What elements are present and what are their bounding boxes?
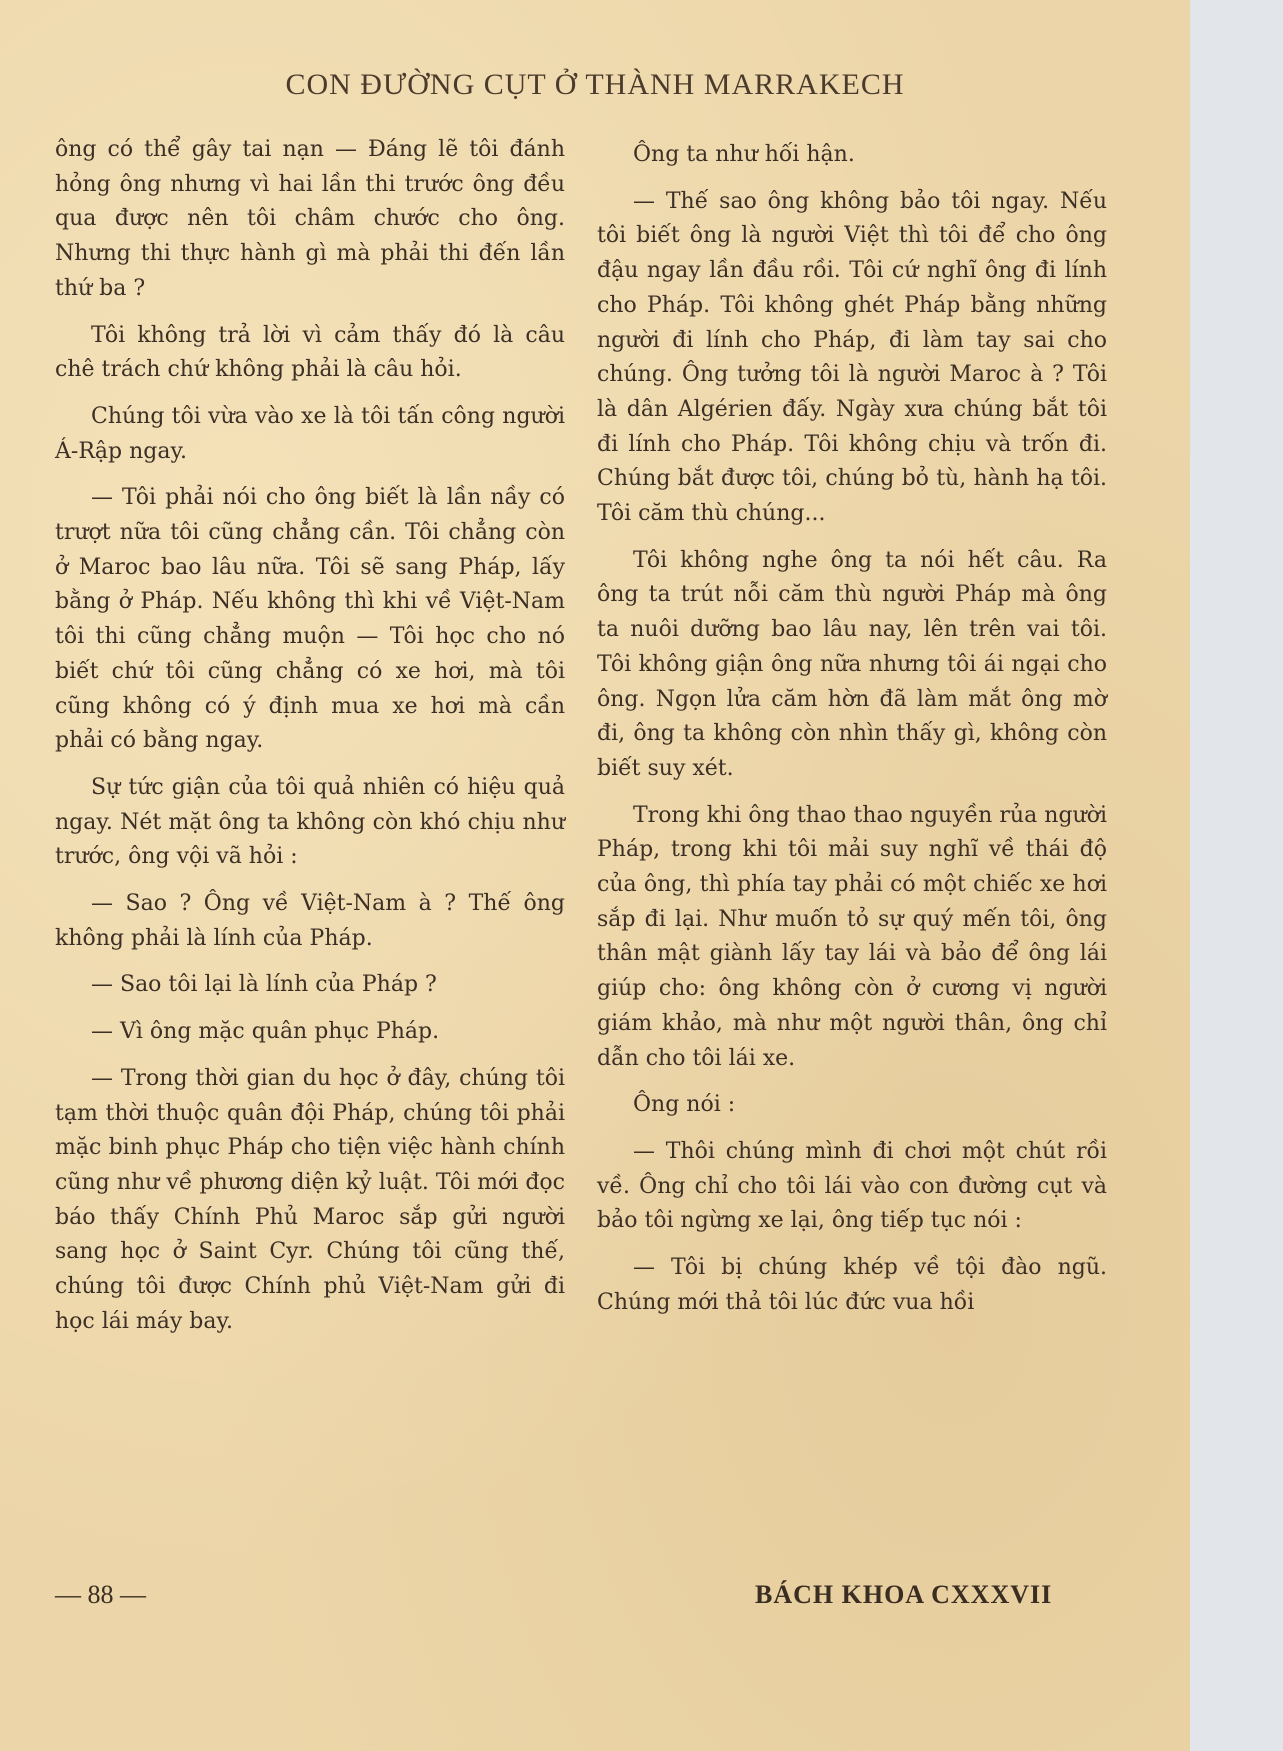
paragraph: — Vì ông mặc quân phục Pháp. [91, 1019, 440, 1045]
publication-name: BÁCH KHOA CXXXVII [755, 1580, 1053, 1609]
left-column [55, 133, 565, 1352]
paragraph: Tôi không nghe ông ta nói hết câu. Ra ông ta trút nỗi căm thù người Pháp mà ông ta nuôi dưỡng bao lâu nay, lên trên vai tôi. Tôi không giận ông nữa nhưng tôi ái ngại cho ông. Ngọn lửa căm hờn đã làm mắt ông mờ đi, ông ta không còn nhìn thấy gì, không còn biết suy xét. [597, 547, 1107, 781]
paragraph: — Tôi bị chúng khép về tội đào ngũ. Chúng mới thả tôi lúc đức vua hồi [597, 1255, 1107, 1315]
paragraph: — Sao tôi lại là lính của Pháp ? [91, 972, 437, 998]
paragraph: Ông ta như hối hận. [633, 142, 855, 167]
paragraph: Ông nói : [633, 1092, 736, 1118]
paragraph: — Sao ? Ông về Việt-Nam à ? Thế ông không phải là lính của Pháp. [55, 891, 565, 951]
running-header-title: CON ĐƯỜNG CỤT Ở THÀNH MARRAKECH [285, 68, 905, 101]
paragraph: Chúng tôi vừa vào xe là tôi tấn công người Á-Rập ngay. [55, 403, 565, 464]
page-number: — 88 — [55, 1580, 146, 1609]
paragraph: — Trong thời gian du học ở đây, chúng tôi tạm thời thuộc quân đội Pháp, chúng tôi phải mặc binh phục Pháp cho tiện việc hành chính cũng như về phương diện kỷ luật. Tôi mới đọc báo thấy Chính Phủ Maroc sắp gửi người sang học ở Saint Cyr. Chúng tôi cũng thế, chúng tôi được Chính phủ Việt-Nam gửi đi học lái máy bay. [55, 1065, 565, 1334]
paragraph: — Thôi chúng mình đi chơi một chút rồi về. Ông chỉ cho tôi lái vào con đường cụt và bảo tôi ngừng xe lại, ông tiếp tục nói : [597, 1138, 1107, 1234]
paragraph: — Thế sao ông không bảo tôi ngay. Nếu tôi biết ông là người Việt thì tôi để cho ông đậu ngay lần đầu rồi. Tôi cứ nghĩ ông đi lính cho Pháp. Tôi không ghét Pháp bằng những người đi lính cho Pháp, đi làm tay sai cho chúng. Ông tưởng tôi là người Maroc à ? Tôi là dân Algérien đấy. Ngày xưa chúng bắt tôi đi lính cho Pháp. Tôi không chịu và trốn đi. Chúng bắt được tôi, chúng bỏ tù, hành hạ tôi. Tôi căm thù chúng... [597, 188, 1107, 527]
paragraph: Sự tức giận của tôi quả nhiên có hiệu quả ngay. Nét mặt ông ta không còn khó chịu như trước, ông vội vã hỏi : [55, 774, 565, 870]
paragraph: — Tôi phải nói cho ông biết là lần nầy có trượt nữa tôi cũng chẳng cần. Tôi chẳng còn ở Maroc bao lâu nữa. Tôi sẽ sang Pháp, lấy bằng ở Pháp. Nếu không thì khi về Việt-Nam tôi thi cũng chẳng muộn — Tôi học cho nó biết chứ tôi cũng chẳng có xe hơi, mà tôi cũng không có ý định mua xe hơi mà cần phải có bằng ngay. [55, 485, 565, 754]
scan-background [1190, 0, 1283, 1751]
paragraph: Tôi không trả lời vì cảm thấy đó là câu chê trách chứ không phải là câu hỏi. [55, 322, 565, 383]
paragraph: Trong khi ông thao thao nguyền rủa người Pháp, trong khi tôi mải suy nghĩ về thái độ của ông, thì phía tay phải có một chiếc xe hơi sắp đi lại. Như muốn tỏ sự quý mến tôi, ông thân mật giành lấy tay lái và bảo để ông lái giúp cho: ông không còn ở cương vị người giám khảo, mà như một người thân, ông chỉ dẫn cho tôi lái xe. [597, 802, 1107, 1071]
right-column [597, 138, 1107, 1333]
paragraph: ông có thể gây tai nạn — Đáng lẽ tôi đánh hỏng ông nhưng vì hai lần thi trước ông đều qua được nên tôi châm chước cho ông. Nhưng thi thực hành gì mà phải thi đến lần thứ ba ? [55, 137, 565, 301]
